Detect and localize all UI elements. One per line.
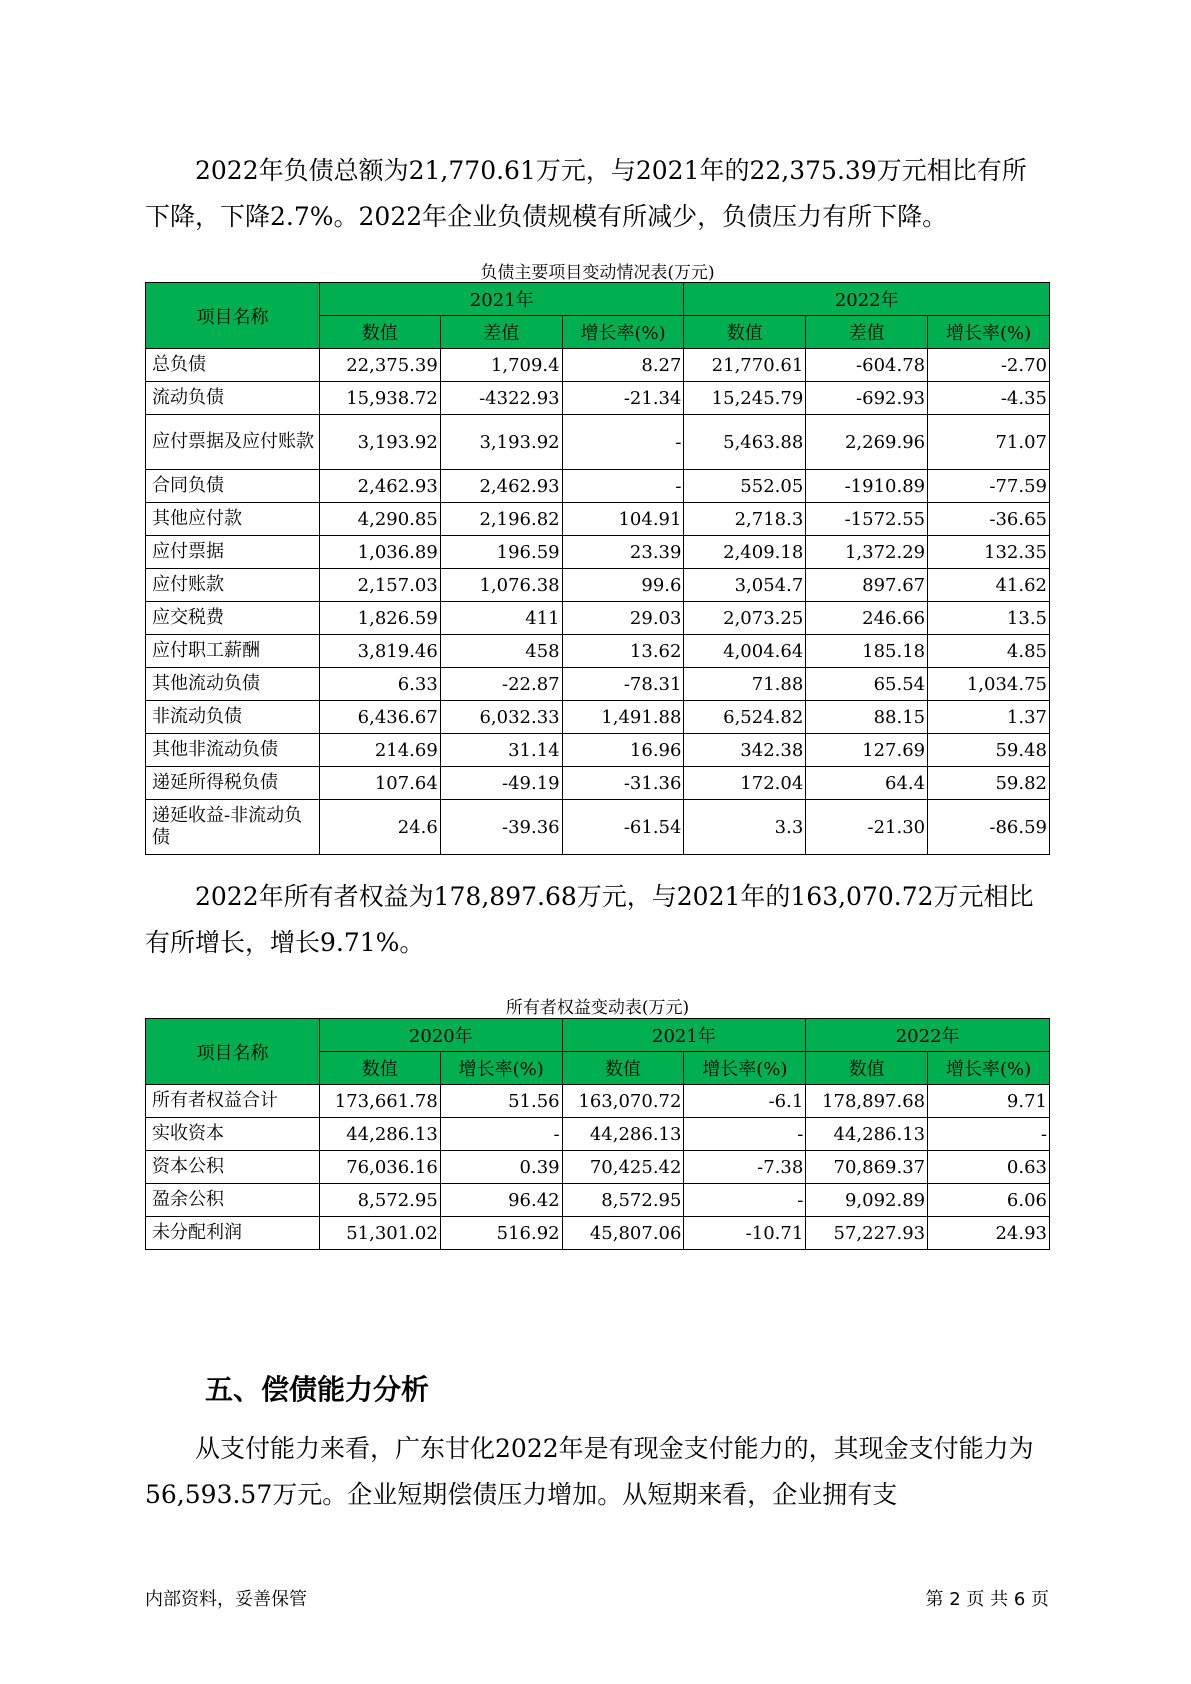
table-cell: -39.36 — [440, 800, 562, 855]
table-cell: 65.54 — [806, 668, 928, 701]
table1-caption: 负债主要项目变动情况表(万元) — [480, 263, 715, 283]
paragraph-equity: 2022年所有者权益为178,897.68万元，与2021年的163,070.72万元相比有所增长，增长9.71%。 — [145, 882, 1034, 957]
table-cell: 70,869.37 — [806, 1151, 928, 1184]
table-cell: 24.6 — [320, 800, 441, 855]
table1-sub-header: 数值 — [320, 316, 441, 349]
table-cell: -21.30 — [806, 800, 928, 855]
table-cell: 1,491.88 — [562, 701, 684, 734]
row-label: 流动负债 — [146, 382, 320, 415]
table-cell: -2.70 — [928, 349, 1050, 382]
table-row — [146, 503, 1050, 536]
table2-sub-header: 增长率(%) — [928, 1052, 1050, 1085]
table-cell: 246.66 — [806, 602, 928, 635]
table-row — [146, 569, 1050, 602]
table-cell: 22,375.39 — [320, 349, 441, 382]
table-row — [146, 415, 1050, 470]
table-cell: -78.31 — [562, 668, 684, 701]
table-cell: -692.93 — [806, 382, 928, 415]
table-cell: 76,036.16 — [320, 1151, 441, 1184]
table-cell: -604.78 — [806, 349, 928, 382]
table1-sub-header: 差值 — [440, 316, 562, 349]
table-cell: 3,054.7 — [684, 569, 806, 602]
table-cell: 104.91 — [562, 503, 684, 536]
table-cell: 59.82 — [928, 767, 1050, 800]
table-cell: 70,425.42 — [562, 1151, 684, 1184]
table-cell: 5,463.88 — [684, 415, 806, 470]
table-cell: 57,227.93 — [806, 1217, 928, 1250]
table-cell: 552.05 — [684, 470, 806, 503]
table-cell: 2,073.25 — [684, 602, 806, 635]
table-cell: 107.64 — [320, 767, 441, 800]
table-cell: 8.27 — [562, 349, 684, 382]
paragraph-solvency: 从支付能力来看，广东甘化2022年是有现金支付能力的，其现金支付能力为56,593.57万元。企业短期偿债压力增加。从短期来看，企业拥有支 — [145, 1434, 1034, 1509]
table2-sub-header: 数值 — [320, 1052, 441, 1085]
table-row — [146, 382, 1050, 415]
table2-year-header: 2021年 — [562, 1019, 806, 1052]
table-cell: - — [928, 1118, 1050, 1151]
table-cell: -61.54 — [562, 800, 684, 855]
table1-sub-header: 差值 — [806, 316, 928, 349]
table-row — [146, 1118, 1050, 1151]
table-cell: 59.48 — [928, 734, 1050, 767]
table-cell: 6.06 — [928, 1184, 1050, 1217]
table-cell: 44,286.13 — [562, 1118, 684, 1151]
table-row — [146, 800, 1050, 855]
footer-confidential: 内部资料，妥善保管 — [145, 1589, 307, 1610]
table-cell: 71.88 — [684, 668, 806, 701]
row-label: 非流动负债 — [146, 701, 320, 734]
table2-name-header: 项目名称 — [146, 1019, 320, 1085]
table-cell: -1910.89 — [806, 470, 928, 503]
table-cell: -77.59 — [928, 470, 1050, 503]
table-row — [146, 1151, 1050, 1184]
table-cell: -7.38 — [684, 1151, 806, 1184]
row-label: 应付票据及应付账款 — [146, 415, 320, 470]
equity-table — [145, 1018, 1050, 1250]
table-cell: 6.33 — [320, 668, 441, 701]
row-label: 其他流动负债 — [146, 668, 320, 701]
table2-sub-header: 数值 — [562, 1052, 684, 1085]
table-cell: 163,070.72 — [562, 1085, 684, 1118]
table-cell: 71.07 — [928, 415, 1050, 470]
table-cell: 196.59 — [440, 536, 562, 569]
table2-year-header: 2022年 — [806, 1019, 1050, 1052]
table-cell: 1,076.38 — [440, 569, 562, 602]
table-cell: 2,409.18 — [684, 536, 806, 569]
table-cell: 2,157.03 — [320, 569, 441, 602]
table-cell: -4322.93 — [440, 382, 562, 415]
table-cell: 1.37 — [928, 701, 1050, 734]
table-cell: 342.38 — [684, 734, 806, 767]
table-cell: 45,807.06 — [562, 1217, 684, 1250]
row-label: 其他应付款 — [146, 503, 320, 536]
table-cell: 185.18 — [806, 635, 928, 668]
table-cell: 41.62 — [928, 569, 1050, 602]
table-row — [146, 1217, 1050, 1250]
table2-caption: 所有者权益变动表(万元) — [505, 998, 690, 1018]
table-cell: 9.71 — [928, 1085, 1050, 1118]
table-cell: 178,897.68 — [806, 1085, 928, 1118]
table-cell: 897.67 — [806, 569, 928, 602]
table-cell: 96.42 — [440, 1184, 562, 1217]
table-cell: 29.03 — [562, 602, 684, 635]
table-cell: 458 — [440, 635, 562, 668]
table-cell: -6.1 — [684, 1085, 806, 1118]
row-label: 其他非流动负债 — [146, 734, 320, 767]
table-cell: 51.56 — [440, 1085, 562, 1118]
table-row — [146, 536, 1050, 569]
table2-sub-header: 数值 — [806, 1052, 928, 1085]
table-cell: 2,462.93 — [320, 470, 441, 503]
table-cell: 127.69 — [806, 734, 928, 767]
table-cell: 64.4 — [806, 767, 928, 800]
footer-page-number: 第 2 页 共 6 页 — [925, 1589, 1049, 1610]
section-heading: 五、偿债能力分析 — [205, 1373, 430, 1406]
table-row — [146, 1184, 1050, 1217]
table-cell: 24.93 — [928, 1217, 1050, 1250]
row-label: 盈余公积 — [146, 1184, 320, 1217]
table-cell: 516.92 — [440, 1217, 562, 1250]
table-cell: 0.63 — [928, 1151, 1050, 1184]
table-cell: -86.59 — [928, 800, 1050, 855]
table-cell: 173,661.78 — [320, 1085, 441, 1118]
table-cell: 132.35 — [928, 536, 1050, 569]
table-cell: -22.87 — [440, 668, 562, 701]
table-cell: 2,718.3 — [684, 503, 806, 536]
table-cell: 6,032.33 — [440, 701, 562, 734]
table1-name-header: 项目名称 — [146, 283, 320, 349]
table-cell: 0.39 — [440, 1151, 562, 1184]
table-row — [146, 602, 1050, 635]
paragraph-liabilities: 2022年负债总额为21,770.61万元，与2021年的22,375.39万元相比有所下降，下降2.7%。2022年企业负债规模有所减少，负债压力有所下降。 — [145, 156, 1027, 231]
table-cell: 411 — [440, 602, 562, 635]
table-cell: -31.36 — [562, 767, 684, 800]
table-cell: 15,938.72 — [320, 382, 441, 415]
table-cell: -4.35 — [928, 382, 1050, 415]
table-cell: 4,290.85 — [320, 503, 441, 536]
table-cell: 6,524.82 — [684, 701, 806, 734]
table-cell: 13.5 — [928, 602, 1050, 635]
row-label: 实收资本 — [146, 1118, 320, 1151]
table-cell: 13.62 — [562, 635, 684, 668]
table-cell: -36.65 — [928, 503, 1050, 536]
table-cell: 21,770.61 — [684, 349, 806, 382]
row-label: 总负债 — [146, 349, 320, 382]
table-cell: 23.39 — [562, 536, 684, 569]
table-cell: 3,819.46 — [320, 635, 441, 668]
table1-sub-header: 数值 — [684, 316, 806, 349]
table-cell: 6,436.67 — [320, 701, 441, 734]
table-cell: 1,826.59 — [320, 602, 441, 635]
row-label: 应付账款 — [146, 569, 320, 602]
table-cell: 1,034.75 — [928, 668, 1050, 701]
table-row — [146, 470, 1050, 503]
row-label: 资本公积 — [146, 1151, 320, 1184]
table-cell: 8,572.95 — [562, 1184, 684, 1217]
table1-year-header: 2021年 — [320, 283, 684, 316]
row-label: 所有者权益合计 — [146, 1085, 320, 1118]
table-cell: - — [562, 415, 684, 470]
table-cell: 2,462.93 — [440, 470, 562, 503]
table-row — [146, 767, 1050, 800]
table1-year-header: 2022年 — [684, 283, 1050, 316]
table-cell: 214.69 — [320, 734, 441, 767]
table-cell: -1572.55 — [806, 503, 928, 536]
table-cell: 88.15 — [806, 701, 928, 734]
table-cell: 1,709.4 — [440, 349, 562, 382]
table-cell: 15,245.79 — [684, 382, 806, 415]
row-label: 递延收益-非流动负债 — [146, 800, 320, 855]
table-cell: 172.04 — [684, 767, 806, 800]
table-cell: 4.85 — [928, 635, 1050, 668]
table-cell: 1,372.29 — [806, 536, 928, 569]
table-row — [146, 635, 1050, 668]
table-cell: 8,572.95 — [320, 1184, 441, 1217]
table-cell: -49.19 — [440, 767, 562, 800]
row-label: 应交税费 — [146, 602, 320, 635]
table-cell: 51,301.02 — [320, 1217, 441, 1250]
table-cell: -10.71 — [684, 1217, 806, 1250]
table-cell: 3.3 — [684, 800, 806, 855]
row-label: 未分配利润 — [146, 1217, 320, 1250]
table-cell: 3,193.92 — [440, 415, 562, 470]
liabilities-table — [145, 282, 1050, 855]
table-cell: 9,092.89 — [806, 1184, 928, 1217]
table-row — [146, 668, 1050, 701]
table-cell: 44,286.13 — [806, 1118, 928, 1151]
row-label: 递延所得税负债 — [146, 767, 320, 800]
table-cell: 16.96 — [562, 734, 684, 767]
table-cell: 31.14 — [440, 734, 562, 767]
table-cell: 2,269.96 — [806, 415, 928, 470]
table-row — [146, 349, 1050, 382]
table1-sub-header: 增长率(%) — [928, 316, 1050, 349]
table-cell: - — [684, 1118, 806, 1151]
table-cell: 44,286.13 — [320, 1118, 441, 1151]
table1-sub-header: 增长率(%) — [562, 316, 684, 349]
table-cell: - — [440, 1118, 562, 1151]
row-label: 合同负债 — [146, 470, 320, 503]
table2-sub-header: 增长率(%) — [684, 1052, 806, 1085]
row-label: 应付票据 — [146, 536, 320, 569]
table-row — [146, 701, 1050, 734]
table2-sub-header: 增长率(%) — [440, 1052, 562, 1085]
table-cell: -21.34 — [562, 382, 684, 415]
table-cell: 2,196.82 — [440, 503, 562, 536]
table-cell: - — [684, 1184, 806, 1217]
table-cell: 1,036.89 — [320, 536, 441, 569]
table-cell: 3,193.92 — [320, 415, 441, 470]
table-cell: - — [562, 470, 684, 503]
table-cell: 4,004.64 — [684, 635, 806, 668]
table2-year-header: 2020年 — [320, 1019, 563, 1052]
row-label: 应付职工薪酬 — [146, 635, 320, 668]
table-row — [146, 1085, 1050, 1118]
table-row — [146, 734, 1050, 767]
table-cell: 99.6 — [562, 569, 684, 602]
